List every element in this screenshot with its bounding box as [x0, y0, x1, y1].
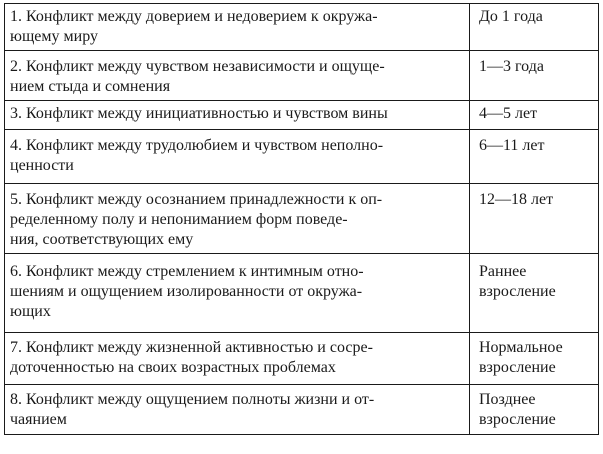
conflict-cell: [5, 254, 470, 333]
conflict-text-line: 2. Конфликт между чувством независимости и ощуще-: [10, 58, 385, 75]
conflict-cell: [5, 51, 470, 101]
conflict-text-line: ющих: [10, 303, 51, 320]
conflict-text-line: 8. Конфликт между ощущением полноты жизни и от-: [10, 391, 375, 408]
conflict-text-line: ния, соответствующих ему: [10, 231, 194, 248]
conflict-cell: [5, 333, 470, 385]
age-cell: [470, 385, 599, 435]
age-cell: [470, 333, 599, 385]
table-row: [5, 130, 599, 184]
conflict-text-line: шениям и ощущением изолированности от окружа-: [10, 283, 363, 300]
age-cell: [470, 130, 599, 184]
table-row: [5, 333, 599, 385]
age-cell: [470, 101, 599, 130]
table-row: [5, 254, 599, 333]
age-text-line: Раннее: [479, 263, 527, 280]
conflict-text-line: 1. Конфликт между доверием и недоверием к окружа-: [10, 8, 378, 25]
conflict-text-line: ценности: [10, 157, 74, 174]
conflict-text-line: 7. Конфликт между жизненной активностью и сосре-: [10, 339, 373, 356]
conflict-text-line: 5. Конфликт между осознанием принадлежности к оп-: [10, 191, 383, 208]
conflict-cell: [5, 4, 470, 51]
age-text-line: До 1 года: [479, 8, 543, 25]
conflict-text-line: 6. Конфликт между стремлением к интимным отно-: [10, 263, 364, 280]
age-text-line: 12—18 лет: [479, 191, 554, 208]
age-cell: [470, 184, 599, 254]
age-text-line: 6—11 лет: [479, 137, 545, 154]
conflict-text-line: ющему миру: [10, 28, 98, 45]
table-row: [5, 385, 599, 435]
conflict-text-line: чаянием: [10, 411, 67, 428]
age-cell: [470, 4, 599, 51]
age-cell: [470, 51, 599, 101]
age-cell: [470, 254, 599, 333]
table-row: [5, 4, 599, 51]
developmental-stages-table: [4, 3, 599, 435]
age-text-line: Нормальное: [479, 339, 563, 356]
conflict-cell: [5, 385, 470, 435]
age-text-line: Позднее: [479, 391, 536, 408]
table-row: [5, 184, 599, 254]
age-text-line: 1—3 года: [479, 58, 544, 75]
conflict-text-line: нием стыда и сомнения: [10, 78, 171, 95]
conflict-text-line: 4. Конфликт между трудолюбием и чувством неполно-: [10, 137, 384, 154]
conflict-cell: [5, 130, 470, 184]
conflict-text-line: доточенностью на своих возрастных проблемах: [10, 359, 336, 376]
table-row: [5, 51, 599, 101]
conflict-cell: [5, 101, 470, 130]
conflict-text-line: ределенному полу и непониманием форм поведе-: [10, 211, 348, 228]
age-text-line: 4—5 лет: [479, 105, 538, 122]
conflict-text-line: 3. Конфликт между инициативностью и чувством вины: [10, 105, 388, 122]
conflict-cell: [5, 184, 470, 254]
age-text-line: взросление: [479, 359, 556, 376]
age-text-line: взросление: [479, 283, 556, 300]
table-row: [5, 101, 599, 130]
age-text-line: взросление: [479, 411, 556, 428]
